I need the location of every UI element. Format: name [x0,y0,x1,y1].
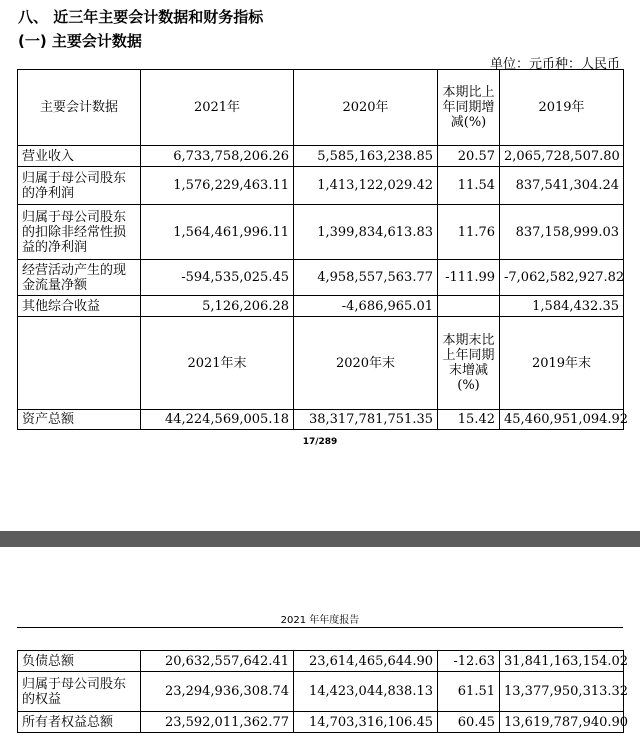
table-row [18,146,624,167]
table-row [18,651,624,672]
page-number: 17/289 [302,437,338,447]
change-value: 11.54 [438,167,500,205]
change-value: 11.76 [438,205,500,260]
value-2021: 44,224,569,005.18 [141,410,294,430]
header-cell: 2019年 [500,70,624,146]
value-2019: 13,619,787,940.90 [500,712,624,733]
value-2021: 20,632,557,642.41 [141,651,294,672]
unit-text: 单位：元币种：人民币 [489,57,620,72]
value-2020: -4,686,965.01 [294,296,438,317]
header-cell: 2020年 [294,70,438,146]
row-label: 其他综合收益 [18,296,141,317]
value-2019: 1,584,432.35 [500,296,624,317]
value-2019: 2,065,728,507.80 [500,146,624,167]
value-2021: -594,535,025.45 [141,260,294,296]
value-2019: 31,841,163,154.02 [500,651,624,672]
table-row [18,410,624,430]
change-value: 60.45 [438,712,500,733]
table-row [18,712,624,733]
value-2020: 1,399,834,613.83 [294,205,438,260]
row-label: 归属于母公司股东的扣除非经常性损益的净利润 [18,205,141,260]
value-2019: -7,062,582,927.82 [500,260,624,296]
accounting-data-table-continued [17,650,629,733]
row-label: 经营活动产生的现金流量净额 [18,260,141,296]
header-cell-empty [18,317,141,410]
value-2019: 13,377,950,313.32 [500,672,624,712]
header-cell: 主要会计数据 [18,70,141,146]
value-2020: 1,413,122,029.42 [294,167,438,205]
header-rule [17,627,623,628]
table-header-row [18,70,624,146]
table-row [18,205,624,260]
subsection-title: (一) 主要会计数据 [18,32,142,50]
header-cell: 本期末比上年同期末增减(%) [438,317,500,410]
report-header: 2021 年年度报告 [280,615,360,626]
value-2020: 14,703,316,106.45 [294,712,438,733]
header-cell: 本期比上年同期增减(%) [438,70,500,146]
table-row [18,260,624,296]
change-value [438,296,500,317]
change-value: 15.42 [438,410,500,430]
value-2021: 6,733,758,206.26 [141,146,294,167]
value-2020: 4,958,557,563.77 [294,260,438,296]
value-2020: 5,585,163,238.85 [294,146,438,167]
table-header-row [18,317,624,410]
value-2020: 23,614,465,644.90 [294,651,438,672]
value-2021: 23,592,011,362.77 [141,712,294,733]
value-2021: 5,126,206.28 [141,296,294,317]
value-2021: 1,564,461,996.11 [141,205,294,260]
value-2019: 837,158,999.03 [500,205,624,260]
change-value: -12.63 [438,651,500,672]
header-cell: 2021年末 [141,317,294,410]
page-separator [0,531,640,547]
change-value: -111.99 [438,260,500,296]
change-value: 61.51 [438,672,500,712]
value-2019: 45,460,951,094.92 [500,410,624,430]
value-2019: 837,541,304.24 [500,167,624,205]
row-label: 所有者权益总额 [18,712,141,733]
table-row [18,167,624,205]
table-row [18,296,624,317]
table-row [18,672,624,712]
row-label: 归属于母公司股东的净利润 [18,167,141,205]
row-label: 营业收入 [18,146,141,167]
value-2020: 14,423,044,838.13 [294,672,438,712]
value-2021: 23,294,936,308.74 [141,672,294,712]
header-cell: 2019年末 [500,317,624,410]
header-cell: 2020年末 [294,317,438,410]
section-title: 八、 近三年主要会计数据和财务指标 [18,8,264,26]
row-label: 资产总额 [18,410,141,430]
accounting-data-table [17,69,629,430]
row-label: 归属于母公司股东的权益 [18,672,141,712]
change-value: 20.57 [438,146,500,167]
value-2021: 1,576,229,463.11 [141,167,294,205]
value-2020: 38,317,781,751.35 [294,410,438,430]
header-cell: 2021年 [141,70,294,146]
row-label: 负债总额 [18,651,141,672]
